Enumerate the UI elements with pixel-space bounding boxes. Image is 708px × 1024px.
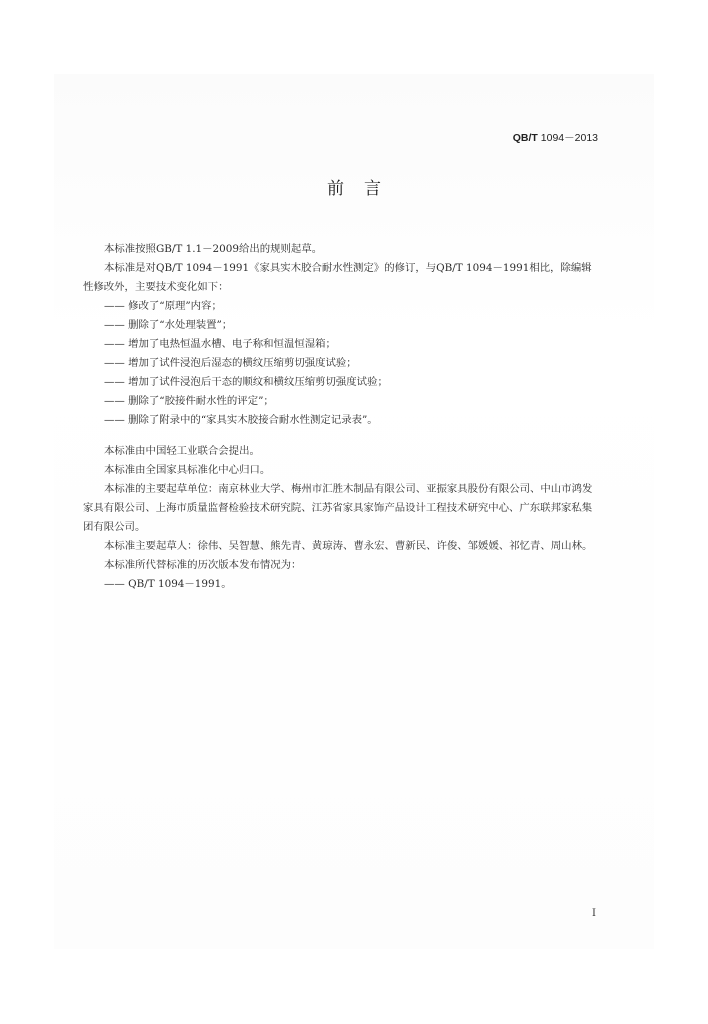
- previous-version-item: —— QB/T 1094－1991。: [104, 578, 232, 590]
- paragraph-drafting-units: 本标准的主要起草单位：南京林业大学、梅州市汇胜木制品有限公司、亚振家具股份有限公司、中山市鸿发家具有限公司、上海市质量监督检验技术研究院、江苏省家具家饰产品设计工程技术研究中心、广东联邦家私集团有限公司。: [83, 483, 593, 533]
- paragraph-previous-versions: 本标准所代替标准的历次版本发布情况为：: [104, 559, 302, 571]
- paragraph-administrator: 本标准由全国家具标准化中心归口。: [104, 464, 271, 476]
- page-number: I: [592, 908, 596, 919]
- standard-code-prefix: QB/T: [512, 132, 538, 144]
- change-item: —— 删除了附录中的“家具实木胶接合耐水性测定记录表”。: [104, 414, 378, 426]
- paragraph-drafting-rules: 本标准按照GB/T 1.1－2009给出的规则起草。: [104, 243, 323, 255]
- change-item: —— 增加了电热恒温水槽、电子称和恒温恒湿箱；: [104, 338, 336, 350]
- paragraph-revision-summary: 本标准是对QB/T 1094－1991《家具实木胶合耐水性测定》的修订，与QB/T 1094－1991相比，除编辑性修改外，主要技术变化如下：: [83, 262, 592, 293]
- paragraph-drafters: 本标准主要起草人：徐伟、吴智慧、熊先青、黄琼涛、曹永宏、曹新民、许俊、邹媛媛、祁忆青、周山林。: [104, 540, 593, 552]
- standard-code: [513, 130, 598, 145]
- change-item: —— 删除了“水处理装置”；: [104, 319, 233, 331]
- change-item: —— 增加了试件浸泡后湿态的横纹压缩剪切强度试验；: [104, 357, 357, 369]
- page-title: 前言: [327, 179, 401, 199]
- change-item: —— 删除了“胶接件耐水性的评定”；: [104, 395, 274, 407]
- paragraph-proposer: 本标准由中国轻工业联合会提出。: [104, 445, 260, 457]
- change-item: —— 增加了试件浸泡后干态的顺纹和横纹压缩剪切强度试验；: [104, 376, 388, 388]
- paragraph-gap: [83, 430, 599, 442]
- change-item: —— 修改了“原理”内容；: [104, 300, 222, 312]
- standard-code-number: 1094－2013: [537, 132, 598, 144]
- document-body: [83, 240, 599, 594]
